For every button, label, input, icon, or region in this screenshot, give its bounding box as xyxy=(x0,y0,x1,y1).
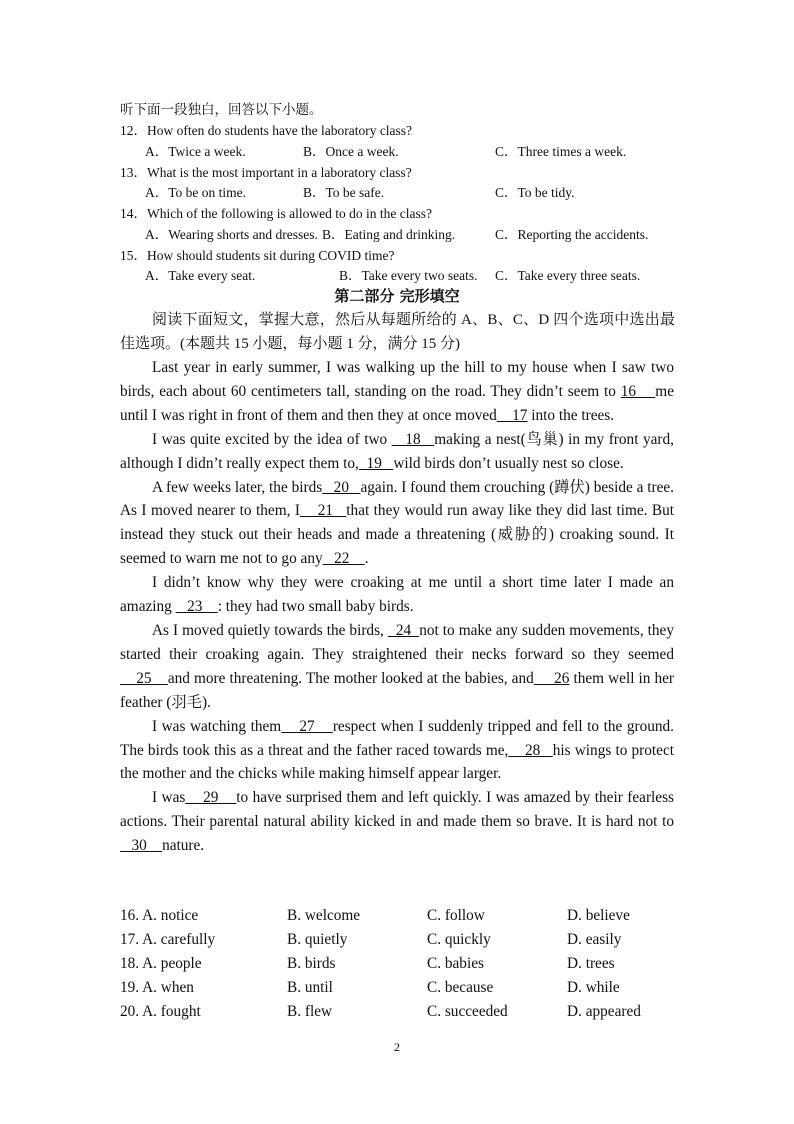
q15-option-b: B．Take every two seats. xyxy=(339,268,478,283)
section-title: 第二部分 完形填空 xyxy=(334,287,460,305)
q18-option-d: D. trees xyxy=(567,955,615,972)
q20-option-c: C. succeeded xyxy=(427,1003,508,1020)
q14-option-c: C．Reporting the accidents. xyxy=(495,227,649,242)
q18-option-a: 18. A. people xyxy=(120,955,202,972)
blank-27: 27 xyxy=(281,717,333,735)
blank-24: 24 xyxy=(387,621,420,639)
q20-option-a: 20. A. fought xyxy=(120,1003,201,1020)
question-14: 14．Which of the following is allowed to do in the class? xyxy=(120,206,432,221)
q20-option-d: D. appeared xyxy=(567,1003,641,1020)
blank-16: 16 xyxy=(620,382,656,400)
page-number: 2 xyxy=(394,1040,400,1054)
q20-option-b: B. flew xyxy=(287,1003,333,1020)
q15-option-a: A．Take every seat. xyxy=(145,268,256,283)
passage-paragraph: Last year in early summer, I was walking up the hill to my house when I saw two birds, each about 60 centimeters tall, standing on the road. They didn’t seem to 16 me until I was right in front of them and then they at once moved 17 into the trees. xyxy=(120,359,674,424)
q13-option-c: C．To be tidy. xyxy=(495,185,575,200)
q14-option-b: B．Eating and drinking. xyxy=(322,227,456,242)
blank-18: 18 xyxy=(391,430,435,448)
q17-option-d: D. easily xyxy=(567,931,622,948)
q19-option-c: C. because xyxy=(427,979,494,996)
listening-intro: 听下面一段独白，回答以下小题。 xyxy=(120,102,323,117)
q16-option-b: B. welcome xyxy=(287,907,361,924)
passage-paragraph: I was 29 to have surprised them and left quickly. I was amazed by their fearless actions. Their parental natural ability kicked in and made them so brave. It is hard not to 30 nature. xyxy=(120,789,674,855)
cloze-instruction: 阅读下面短文，掌握大意，然后从每题所给的 A、B、C、D 四个选项中选出最佳选项。(本题共 15 小题，每小题 1 分，满分 15 分) xyxy=(120,312,675,352)
question-15: 15．How should students sit during COVID time? xyxy=(120,248,395,263)
passage-paragraph: I didn’t know why they were croaking at me until a short time later I made an amazing 23 : they had two small baby birds. xyxy=(120,574,674,616)
blank-23: 23 xyxy=(175,598,218,616)
q13-option-b: B．To be safe. xyxy=(303,185,385,200)
passage-paragraph: I was watching them 27 respect when I suddenly tripped and fell to the ground. The birds took this as a threat and the father raced towards me, 28 his wings to protect the mother and the chicks while making himself appear larger. xyxy=(120,717,675,783)
blank-17: 17 xyxy=(496,406,528,424)
blank-20: 20 xyxy=(322,478,361,496)
q19-option-b: B. until xyxy=(287,979,333,996)
q14-option-a: A．Wearing shorts and dresses. xyxy=(145,227,318,242)
q12-option-b: B．Once a week. xyxy=(303,144,399,159)
passage-paragraph: A few weeks later, the birds 20 again. I found them crouching (蹲伏) beside a tree. As I moved nearer to them, I 21 that they would run away like they did last time. But instead they stuck out their heads and made a threatening (威胁的) croaking sound. It seemed to warn me not to go any 22 . xyxy=(120,478,674,568)
blank-26: 26 xyxy=(533,669,570,687)
passage-paragraph: I was quite excited by the idea of two 18 making a nest(鸟巢) in my front yard, although I didn’t really expect them to, 19 wild birds don’t usually nest so close. xyxy=(120,430,674,472)
blank-22: 22 xyxy=(322,550,365,568)
q17-option-c: C. quickly xyxy=(427,931,491,948)
q12-option-c: C．Three times a week. xyxy=(495,144,627,159)
cloze-passage xyxy=(120,356,674,858)
q18-option-c: C. babies xyxy=(427,955,484,972)
blank-25: 25 xyxy=(120,669,168,687)
passage-paragraph: As I moved quietly towards the birds, 24 not to make any sudden movements, they started their croaking again. They straightened their necks forward so they seemed 25 and more threatening. The mother looked at the babies, and 26 them well in her feather (羽毛). xyxy=(120,621,675,711)
q12-option-a: A．Twice a week. xyxy=(145,144,246,159)
blank-29: 29 xyxy=(185,789,237,807)
blank-28: 28 xyxy=(508,741,553,759)
question-12: 12．How often do students have the laboratory class? xyxy=(120,123,413,138)
q16-option-d: D. believe xyxy=(567,907,630,924)
q16-option-a: 16. A. notice xyxy=(120,907,199,924)
q13-option-a: A．To be on time. xyxy=(145,185,247,200)
q17-option-a: 17. A. carefully xyxy=(120,931,216,948)
blank-19: 19 xyxy=(358,454,394,472)
q18-option-b: B. birds xyxy=(287,955,336,972)
blank-30: 30 xyxy=(120,837,163,855)
q15-option-c: C．Take every three seats. xyxy=(495,268,641,283)
q17-option-b: B. quietly xyxy=(287,931,348,948)
question-13: 13．What is the most important in a laboratory class? xyxy=(120,165,412,180)
q16-option-c: C. follow xyxy=(427,907,485,924)
blank-21: 21 xyxy=(299,502,347,520)
q19-option-d: D. while xyxy=(567,979,620,996)
q19-option-a: 19. A. when xyxy=(120,979,194,996)
